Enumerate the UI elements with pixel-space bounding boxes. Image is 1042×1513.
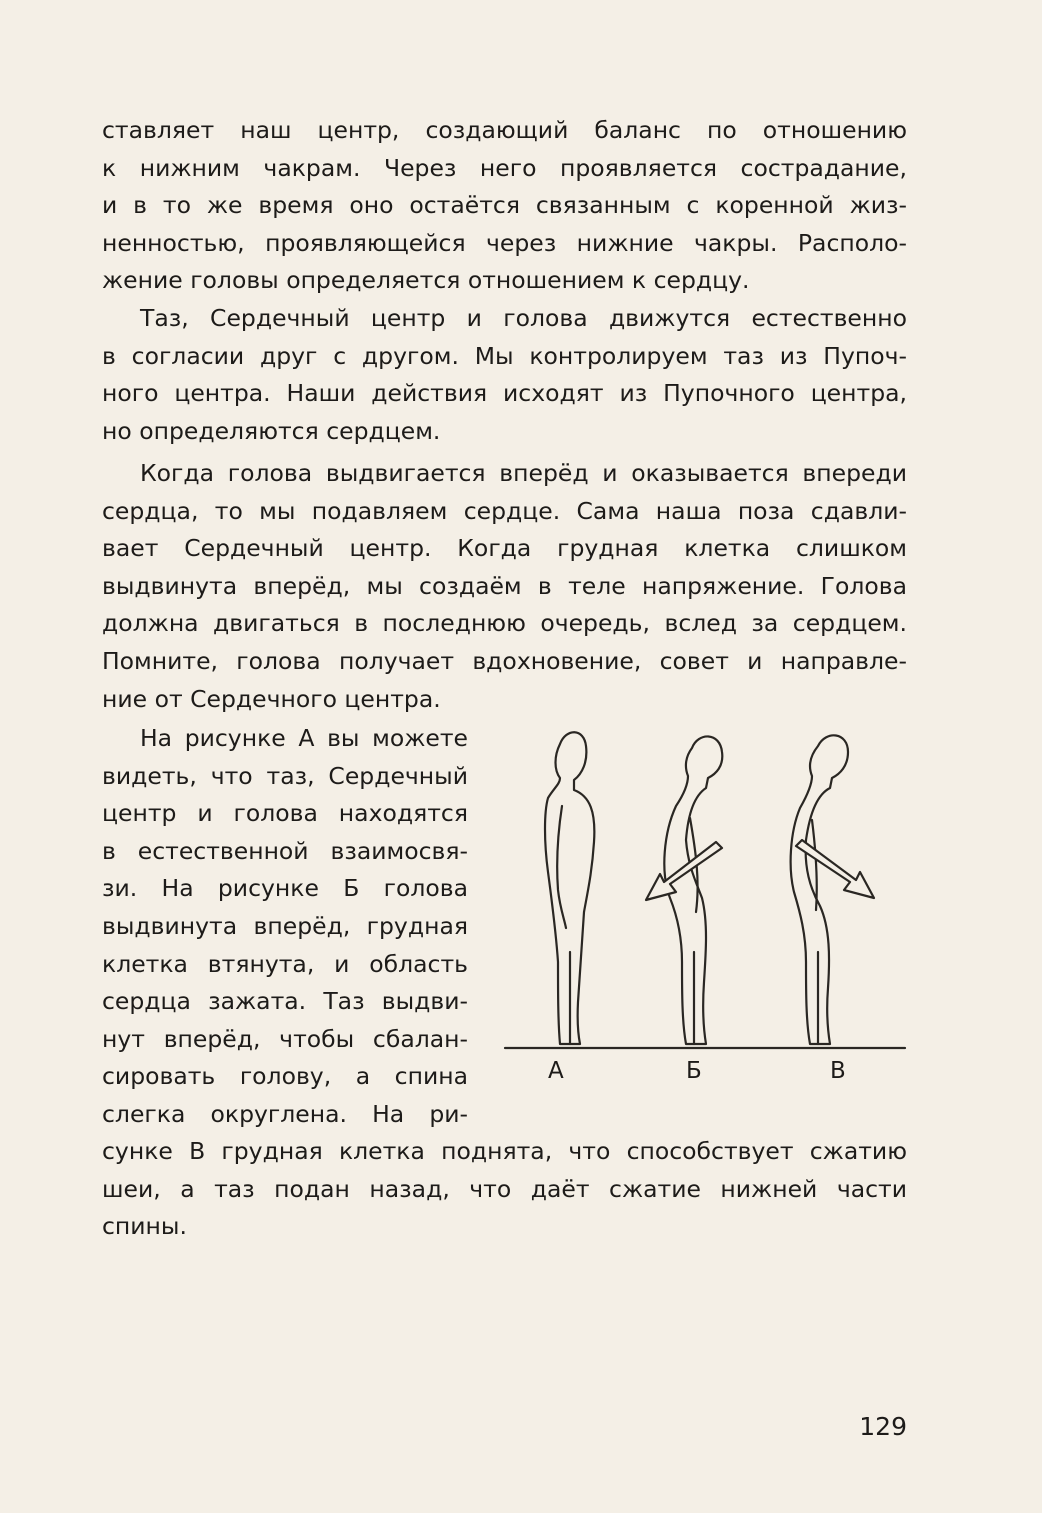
paragraph-1 bbox=[102, 112, 907, 300]
paragraph-3 bbox=[102, 455, 907, 718]
figure-label-a: А bbox=[548, 1058, 564, 1084]
text-line: слегка округлена. На ри- bbox=[102, 1099, 468, 1128]
text-line: сировать голову, а спина bbox=[102, 1062, 468, 1091]
text-line: Помните, голова получает вдохновение, совет и направле- bbox=[102, 646, 907, 675]
text-line: спины. bbox=[102, 1212, 187, 1241]
text-line: шеи, а таз подан назад, что даёт сжатие нижней части bbox=[102, 1174, 907, 1203]
text-line: вает Сердечный центр. Когда грудная клетка слишком bbox=[102, 534, 907, 563]
text-line: ставляет наш центр, создающий баланс по отношению bbox=[102, 116, 907, 144]
text-line: к нижним чакрам. Через него проявляется сострадание, bbox=[102, 153, 907, 182]
text-line: сердца, то мы подавляем сердце. Сама наша поза сдавли- bbox=[102, 496, 907, 525]
text-line: клетка втянута, и область bbox=[102, 949, 468, 978]
text-line: Таз, Сердечный центр и голова движутся естественно bbox=[140, 304, 907, 332]
paragraph-4-wide bbox=[102, 1133, 907, 1246]
figure-c-silhouette bbox=[791, 735, 874, 1044]
text-line: в согласии друг с другом. Мы контролируем таз из Пупоч- bbox=[102, 341, 907, 370]
posture-illustration bbox=[500, 722, 910, 1100]
text-line: сердца зажата. Таз выдви- bbox=[102, 987, 468, 1016]
text-line: На рисунке А вы можете bbox=[140, 724, 468, 752]
paragraph-4-narrow bbox=[102, 720, 468, 1134]
figure-b-silhouette bbox=[646, 736, 722, 1044]
text-line: зи. На рисунке Б голова bbox=[102, 874, 468, 903]
text-line: видеть, что таз, Сердечный bbox=[102, 761, 468, 790]
text-line: и в то же время оно остаётся связанным с коренной жиз- bbox=[102, 191, 907, 220]
text-line: ненностью, проявляющейся через нижние чакры. Располо- bbox=[102, 228, 907, 257]
text-line: центр и голова находятся bbox=[102, 799, 468, 828]
figure-label-c: В bbox=[830, 1058, 846, 1084]
page-number: 129 bbox=[859, 1412, 907, 1441]
posture-figure bbox=[500, 722, 910, 1100]
text-line: выдвинута вперёд, грудная bbox=[102, 911, 468, 940]
text-line: сунке В грудная клетка поднята, что способствует сжатию bbox=[102, 1137, 907, 1165]
text-line: выдвинута вперёд, мы создаём в теле напряжение. Голова bbox=[102, 571, 907, 600]
text-line: должна двигаться в последнюю очередь, вслед за сердцем. bbox=[102, 609, 907, 638]
text-line: жение головы определяется отношением к сердцу. bbox=[102, 266, 750, 295]
text-line: ного центра. Наши действия исходят из Пупочного центра, bbox=[102, 379, 907, 408]
text-line: ние от Сердечного центра. bbox=[102, 684, 441, 713]
text-line: в естественной взаимосвя- bbox=[102, 836, 468, 865]
paragraph-2 bbox=[102, 300, 907, 450]
figure-label-b: Б bbox=[686, 1058, 702, 1084]
text-line: нут вперёд, чтобы сбалан- bbox=[102, 1024, 468, 1053]
text-line: Когда голова выдвигается вперёд и оказывается впереди bbox=[140, 459, 907, 487]
figure-a-silhouette bbox=[545, 732, 594, 1044]
text-line: но определяются сердцем. bbox=[102, 416, 441, 445]
